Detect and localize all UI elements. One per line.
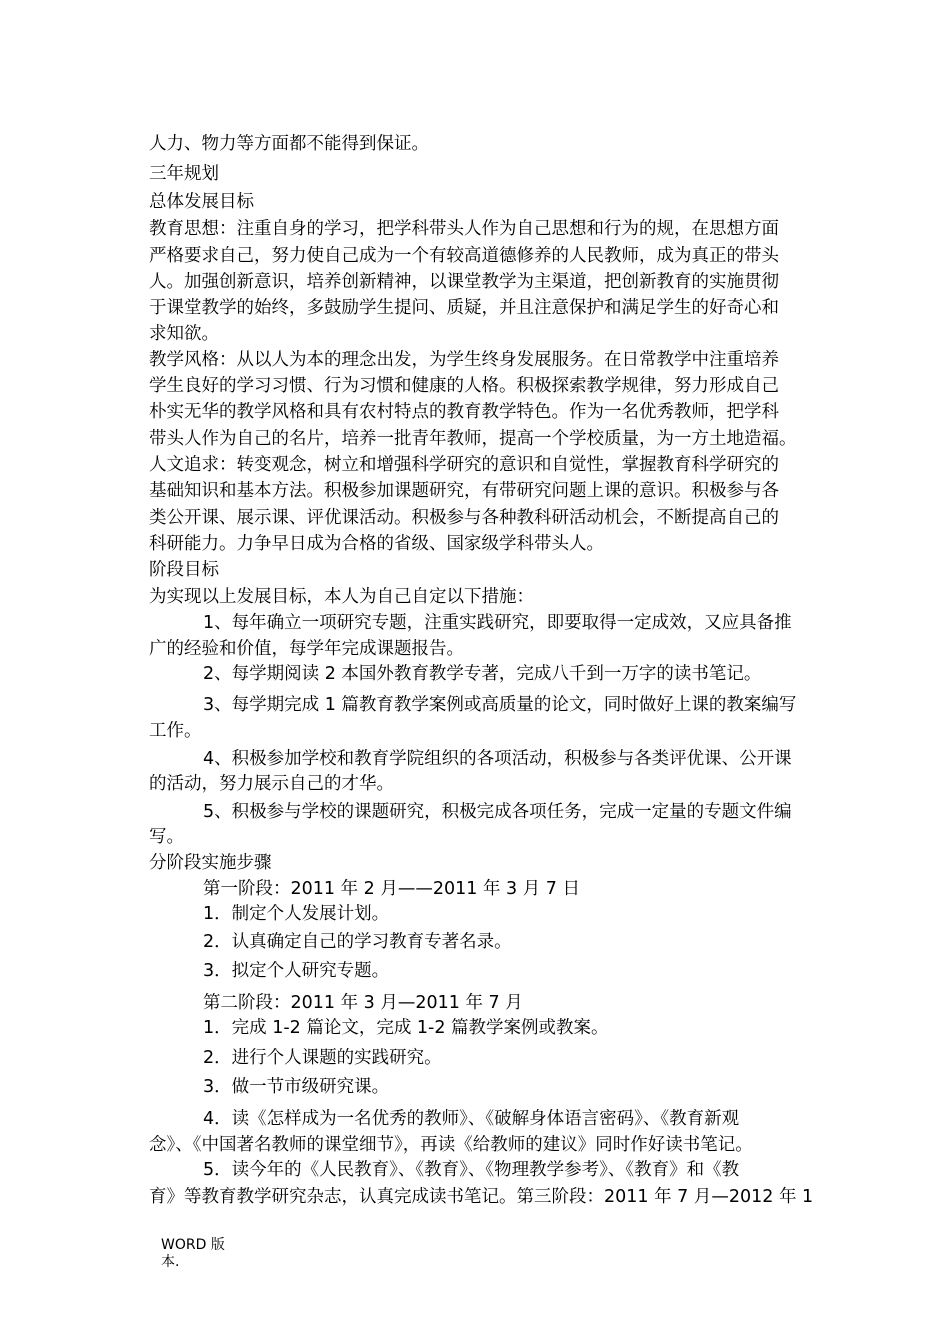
- list-item: 1．完成 1-2 篇论文，完成 1-2 篇教学案例或教案。: [203, 1018, 609, 1038]
- text-line: 严格要求自己，努力使自己成为一个有较高道德修养的人民教师，成为真正的带头: [149, 246, 779, 266]
- text-line: 科研能力。力争早日成为合格的省级、国家级学科带头人。: [149, 534, 604, 554]
- heading-overall-goal: 总体发展目标: [149, 192, 254, 212]
- footer-line-2: 本.: [161, 1254, 180, 1270]
- list-item: 5．读今年的《人民教育》、《教育》、《物理教学参考》、《教育》和《教: [203, 1160, 740, 1180]
- list-item: 4、积极参加学校和教育学院组织的各项活动，积极参与各类评优课、公开课: [203, 749, 792, 769]
- stage-heading: 第二阶段：2011 年 3 月—2011 年 7 月: [203, 993, 523, 1013]
- text-line: 求知欲。: [149, 324, 219, 344]
- text-line: 为实现以上发展目标，本人为自己自定以下措施：: [149, 587, 534, 607]
- text-line: 人力、物力等方面都不能得到保证。: [149, 134, 429, 154]
- text-line: 人文追求：转变观念，树立和增强科学研究的意识和自觉性，掌握教育科学研究的: [149, 455, 779, 475]
- text-line: 于课堂教学的始终，多鼓励学生提问、质疑，并且注意保护和满足学生的好奇心和: [149, 298, 779, 318]
- text-line: 念》、《中国著名教师的课堂细节》，再读《给教师的建议》同时作好读书笔记。: [149, 1135, 753, 1155]
- text-line: 教学风格：从以人为本的理念出发，为学生终身发展服务。在日常教学中注重培养: [149, 350, 779, 370]
- text-line: 教育思想：注重自身的学习，把学科带头人作为自己思想和行为的规，在思想方面: [149, 219, 779, 239]
- list-item: 5、积极参与学校的课题研究，积极完成各项任务，完成一定量的专题文件编: [203, 802, 792, 822]
- text-line: 朴实无华的教学风格和具有农村特点的教育教学特色。作为一名优秀教师，把学科: [149, 402, 779, 422]
- list-item: 1、每年确立一项研究专题，注重实践研究，即要取得一定成效，又应具备推: [203, 613, 792, 633]
- heading-stage-goal: 阶段目标: [149, 560, 219, 580]
- text-line: 学生良好的学习习惯、行为习惯和健康的人格。积极探索教学规律，努力形成自己: [149, 376, 779, 396]
- text-line: 育》等教育教学研究杂志，认真完成读书笔记。第三阶段：2011 年 7 月—2012 年 1: [149, 1187, 814, 1207]
- list-item: 3．拟定个人研究专题。: [203, 961, 390, 981]
- list-item: 3、每学期完成 1 篇教育教学案例或高质量的论文，同时做好上课的教案编写: [203, 695, 797, 715]
- list-item: 2．认真确定自己的学习教育专著名录。: [203, 932, 512, 952]
- heading-three-year-plan: 三年规划: [149, 164, 219, 184]
- list-item: 1．制定个人发展计划。: [203, 904, 390, 924]
- list-item: 4．读《怎样成为一名优秀的教师》、《破解身体语言密码》、《教育新观: [203, 1109, 740, 1129]
- text-line: 的活动，努力展示自己的才华。: [149, 774, 394, 794]
- text-line: 写。: [149, 827, 184, 847]
- list-item: 2、每学期阅读 2 本国外教育教学专著，完成八千到一万字的读书笔记。: [203, 664, 762, 684]
- list-item: 2．进行个人课题的实践研究。: [203, 1048, 442, 1068]
- footer-line-1: WORD 版: [161, 1237, 225, 1253]
- list-item: 3．做一节市级研究课。: [203, 1077, 390, 1097]
- text-line: 基础知识和基本方法。积极参加课题研究，有带研究问题上课的意识。积极参与各: [149, 481, 779, 501]
- text-line: 人。加强创新意识，培养创新精神，以课堂教学为主渠道，把创新教育的实施贯彻: [149, 272, 779, 292]
- text-line: 带头人作为自己的名片，培养一批青年教师，提高一个学校质量，为一方土地造福。: [149, 429, 797, 449]
- heading-implementation-steps: 分阶段实施步骤: [149, 853, 272, 873]
- text-line: 类公开课、展示课、评优课活动。积极参与各种教科研活动机会，不断提高自己的: [149, 508, 779, 528]
- stage-heading: 第一阶段：2011 年 2 月——2011 年 3 月 7 日: [203, 879, 580, 899]
- text-line: 工作。: [149, 721, 202, 741]
- text-line: 广的经验和价值，每学年完成课题报告。: [149, 639, 464, 659]
